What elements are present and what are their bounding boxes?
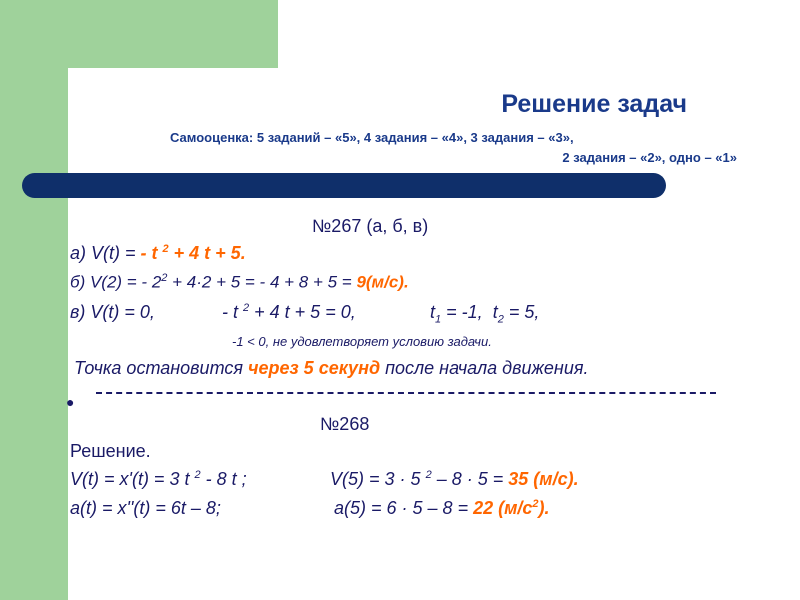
task267-b-mid: + 4·2 + 5 = - 4 + 8 + 5 =: [167, 272, 357, 292]
task268-a5-sup: 2: [532, 498, 539, 510]
t1-a: t: [430, 302, 436, 322]
task267-v-eq: [222, 302, 356, 323]
t1-sub: 1: [435, 313, 442, 326]
slide-title: Решение задач: [501, 90, 687, 118]
task267-v-eq-b: + 4 t + 5 = 0,: [249, 302, 356, 322]
self-eval-line-1: Самооценка: 5 заданий – «5», 4 задания – «4», 3 задания – «3»,: [170, 130, 574, 145]
task267-b-prefix: б) V(2) = - 2: [70, 272, 162, 292]
task267-b-sup: 2: [161, 272, 168, 284]
task268-v-b: - 8 t ;: [200, 469, 247, 489]
header-divider-bar: [22, 173, 666, 198]
task268-v-sup: 2: [194, 469, 201, 481]
task268-solution-label: Решение.: [70, 441, 151, 461]
task267-b: [70, 272, 409, 293]
task267-v: [70, 302, 155, 323]
task267-note: -1 < 0, не удовлетворяет условию задачи.: [232, 334, 492, 349]
conclusion-a: Точка остановится: [74, 358, 248, 378]
task268-v5-a: V(5) = 3 · 5: [330, 469, 421, 489]
t2-b: = 5,: [503, 302, 540, 322]
t2-a: t: [492, 302, 498, 322]
task267-a-prefix: а) V(t) =: [70, 243, 141, 263]
task268-heading: №268: [320, 414, 370, 434]
task268-v5-sup: 2: [425, 469, 432, 481]
task268-a5-a: a(5) = 6 · 5 – 8 =: [334, 498, 474, 518]
task268-v5: [330, 469, 579, 490]
bullet-icon: ●: [66, 394, 75, 410]
t2-sub: 2: [497, 313, 504, 326]
task267-a-end: .: [240, 243, 246, 263]
task268-a: a(t) = x''(t) = 6t – 8;: [70, 498, 221, 518]
task268-a5-end: ).: [538, 498, 550, 518]
task267-v-left: в) V(t) = 0,: [70, 302, 155, 322]
task267-v-eq-a: - t: [222, 302, 238, 322]
task267-conclusion: [74, 358, 588, 379]
task268-v5-answer: 35 (м/с).: [508, 469, 579, 489]
task268-v-a: V(t) = x'(t) = 3 t: [70, 469, 190, 489]
conclusion-highlight: через 5 секунд: [247, 358, 381, 378]
conclusion-c: после начала движения.: [380, 358, 589, 378]
dashed-separator: [96, 392, 716, 394]
task267-a-expr: - t $^2$ + 4 t + 5: [140, 243, 241, 263]
task267-v-eq-sup: 2: [243, 302, 250, 314]
task267-b-answer: 9(м/с).: [356, 272, 409, 292]
task267-roots: [430, 302, 539, 326]
task268-v: [70, 469, 247, 490]
self-eval-line-2: 2 задания – «2», одно – «1»: [562, 150, 737, 165]
task268-v5-b: – 8 · 5 =: [431, 469, 509, 489]
task268-a5-answer: 22 (м/с: [473, 498, 533, 518]
task268-a5: [334, 498, 550, 519]
task267-a: [70, 243, 246, 264]
task267-heading: №267 (а, б, в): [312, 216, 429, 236]
t1-b: = -1,: [441, 302, 483, 322]
